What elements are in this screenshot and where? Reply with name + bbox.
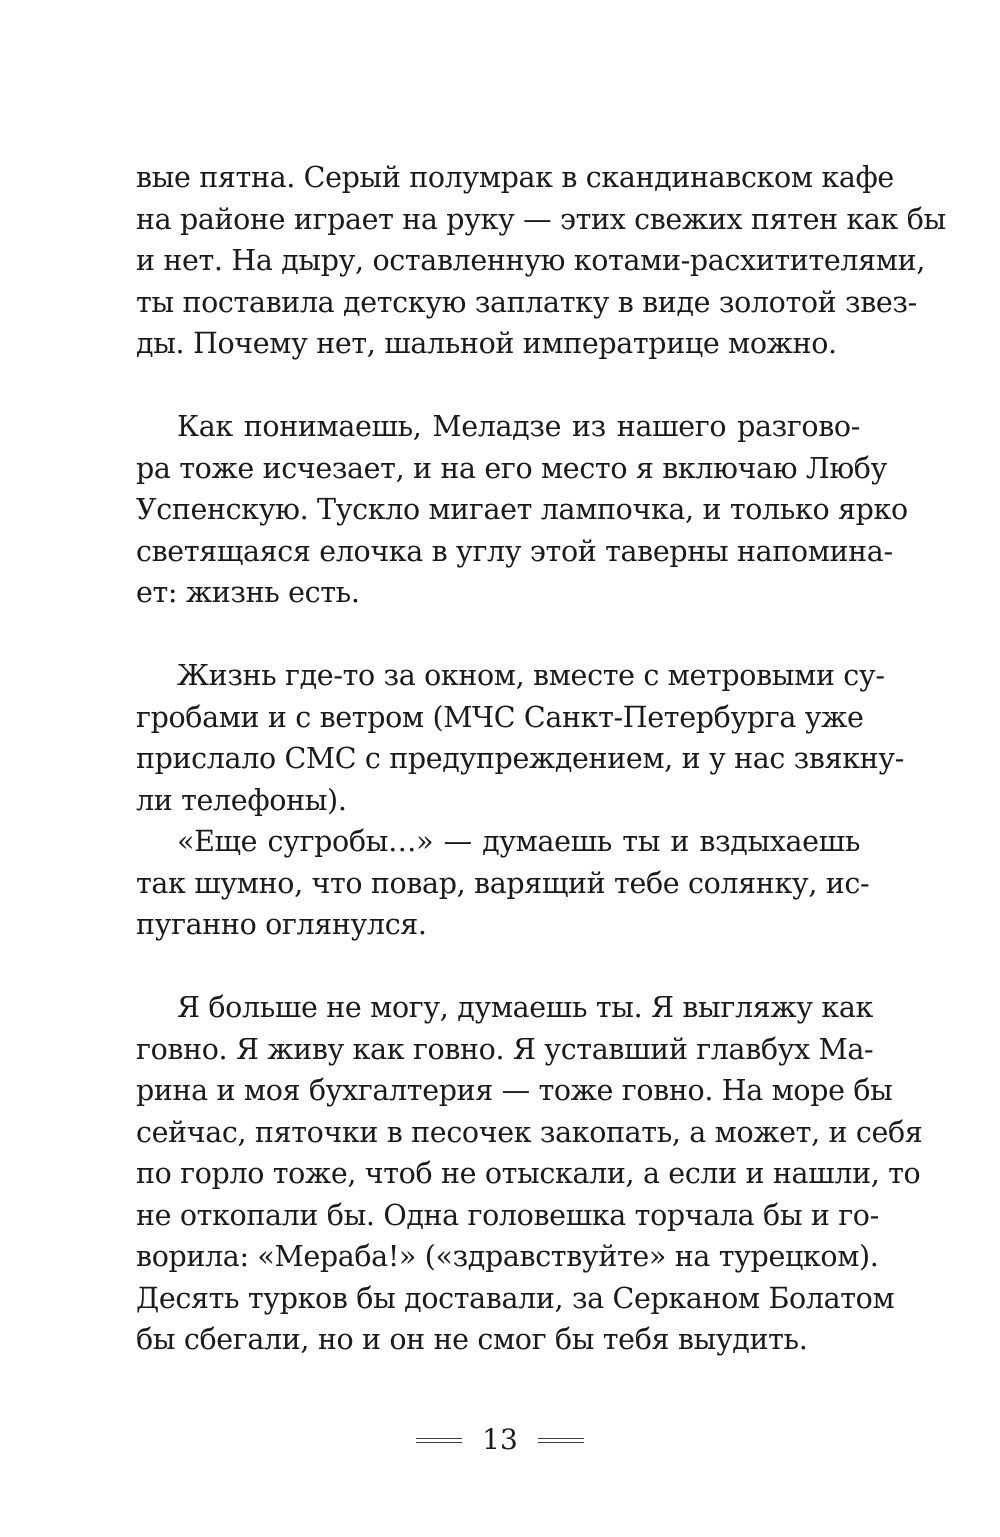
paragraph	[136, 821, 870, 946]
text-line: рина и моя бухгалтерия — тоже говно. На море бы	[136, 1074, 893, 1107]
text-line: ли телефоны).	[136, 783, 347, 817]
text-line: сейчас, пяточки в песочек закопать, а может, и себя	[136, 1115, 923, 1149]
text-line: на районе играет на руку — этих свежих пятен как бы	[136, 202, 946, 236]
paragraph	[136, 406, 908, 614]
text-line: Жизнь где-то за окном, вместе с метровыми су-	[177, 659, 885, 692]
page-number: 13	[482, 1423, 518, 1456]
paragraph	[136, 987, 923, 1361]
text-line: и нет. На дыру, оставленную котами-расхитителями,	[136, 244, 925, 277]
page-body	[136, 157, 946, 1361]
text-line: пуганно оглянулся.	[136, 908, 427, 941]
page-footer	[0, 1422, 1000, 1458]
footer-rule-left	[416, 1438, 462, 1443]
text-line: Как понимаешь, Меладзе из нашего разгово-	[177, 410, 860, 443]
text-line: ра тоже исчезает, и на его место я включаю Любу	[136, 451, 888, 485]
paragraph-spacer	[136, 614, 860, 656]
text-line: так шумно, что повар, варящий тебе солянку, ис-	[136, 866, 870, 900]
text-line: «Еще сугробы…» — думаешь ты и вздыхаешь	[177, 825, 860, 858]
text-line: вые пятна. Серый полумрак в скандинавском кафе	[136, 161, 894, 194]
text-line: ет: жизнь есть.	[136, 576, 360, 609]
text-line: по горло тоже, чтоб не отыскали, а если и нашли, то	[136, 1157, 921, 1190]
text-line: Я больше не могу, думаешь ты. Я выгляжу как	[177, 991, 873, 1024]
paragraph-spacer	[136, 365, 860, 407]
footer-rule-right	[538, 1438, 584, 1443]
paragraph	[136, 655, 905, 821]
text-line: говно. Я живу как говно. Я уставший главбух Ма-	[136, 1032, 874, 1066]
text-line: светящаяся елочка в углу этой таверны напомина-	[136, 534, 893, 568]
text-line: Успенскую. Тускло мигает лампочка, и только ярко	[136, 493, 908, 526]
text-line: не откопали бы. Одна головешка торчала бы и го-	[136, 1198, 879, 1232]
text-line: гробами и с ветром (МЧС Санкт-Петербурга уже	[136, 700, 864, 734]
text-line: прислало СМС с предупреждением, и у нас звякну-	[136, 742, 905, 775]
text-line: бы сбегали, но и он не смог бы тебя выудить.	[136, 1323, 808, 1356]
text-line: ворила: «Мераба!» («здравствуйте» на турецком).	[136, 1240, 879, 1273]
paragraph-spacer	[136, 946, 860, 988]
text-line: Десять турков бы доставали, за Серканом Болатом	[136, 1281, 895, 1315]
paragraph	[136, 157, 946, 365]
text-line: ды. Почему нет, шальной императрице можно.	[136, 327, 837, 360]
text-line: ты поставила детскую заплатку в виде золотой звез-	[136, 285, 917, 319]
